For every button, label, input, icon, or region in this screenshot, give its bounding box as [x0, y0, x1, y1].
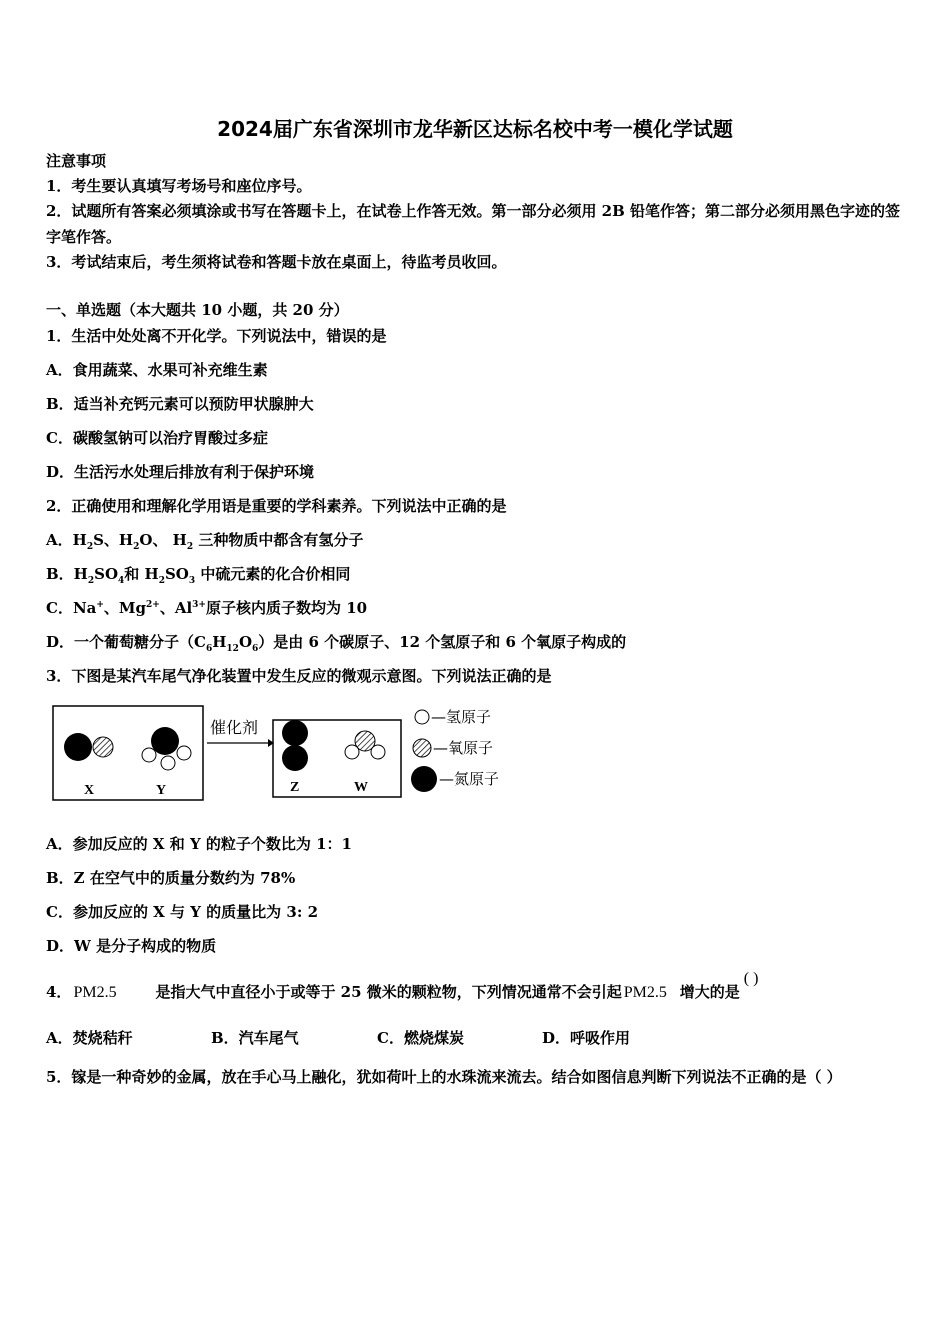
nitrogen-atom: [282, 745, 308, 771]
q1-stem: 1．生活中处处离不开化学。下列说法中，错误的是: [46, 327, 387, 345]
hydrogen-atom: [161, 756, 175, 770]
q2-option-a: A．$H_2S$、$H_2O$、 $H_2$ 三种物质中都含有氢分子: [46, 531, 364, 552]
q2-option-d: D．一个葡萄糖分子$(C_6H_{12}O_6)$是由 6 个碳原子、12 个氢原子和 6 个氧原子构成的: [46, 633, 627, 654]
reaction-diagram: [50, 703, 510, 807]
notice-heading: 注意事项: [46, 152, 107, 170]
section-heading: 一、单选题（本大题共 10 小题，共 20 分）: [46, 301, 349, 319]
q1-option-b: B．适当补充钙元素可以预防甲状腺肿大: [46, 395, 314, 413]
q4-stem: 4． PM2.5 是指大气中直径小于或等于 25 微米的颗粒物，下列情况通常不会引起 PM2.5 增大的是 ( ): [46, 970, 759, 1001]
legend-nitrogen: —氮原子: [439, 770, 500, 788]
page-title: 2024届广东省深圳市龙华新区达标名校中考一模化学试题: [217, 117, 733, 141]
label-x: X: [84, 783, 95, 798]
q1-option-a: A．食用蔬菜、水果可补充维生素: [46, 361, 268, 379]
q1-option-d: D．生活污水处理后排放有利于保护环境: [46, 463, 315, 481]
q4-option-a: A．焚烧秸秆: [46, 1029, 133, 1047]
q2-option-b: B．$H_2SO_4$和 $H_2SO_3$ 中硫元素的化合价相同: [46, 565, 351, 586]
nitrogen-atom: [282, 720, 308, 746]
q5-stem: 5．镓是一种奇妙的金属，放在手心马上融化，犹如荷叶上的水珠流来流去。结合如图信息判断下列说法不正确的是（ ）: [46, 1068, 842, 1086]
oxygen-atom: [93, 737, 113, 757]
legend-hydrogen-icon: [415, 710, 429, 724]
hydrogen-atom: [142, 748, 156, 762]
hydrogen-atom: [345, 745, 359, 759]
legend-oxygen-icon: [413, 739, 431, 757]
label-y: Y: [156, 783, 167, 798]
hydrogen-atom: [371, 745, 385, 759]
notice-item-2: 2．试题所有答案必须填涂或书写在答题卡上，在试卷上作答无效。第一部分必须用 2B 铅笔作答；第二部分必须用黑色字迹的签字笔作答。: [46, 202, 901, 246]
nitrogen-atom: [64, 733, 92, 761]
label-w: W: [354, 780, 368, 795]
q3-option-b: B．Z 在空气中的质量分数约为 78%: [46, 869, 296, 887]
notice-item-3: 3．考试结束后，考生须将试卷和答题卡放在桌面上，待监考员收回。: [46, 253, 507, 271]
label-z: Z: [290, 780, 300, 795]
q2-stem: 2．正确使用和理解化学用语是重要的学科素养。下列说法中正确的是: [46, 497, 507, 515]
q3-option-c: C．参加反应的 X 与 Y 的质量比为 3: 2: [46, 903, 319, 921]
q3-option-a: A．参加反应的 X 和 Y 的粒子个数比为 1：1: [46, 835, 352, 853]
legend-nitrogen-icon: [411, 766, 437, 792]
q4-option-c: C．燃烧煤炭: [377, 1029, 464, 1047]
q2-option-c: C．Na+、$Mg^{2+}$、$Al^{3+}$原子核内质子数均为 10: [46, 599, 368, 617]
q4-option-b: B．汽车尾气: [211, 1029, 299, 1047]
hydrogen-atom: [177, 746, 191, 760]
catalyst-label: 催化剂: [210, 718, 259, 737]
notice-item-1: 1．考生要认真填写考场号和座位序号。: [46, 177, 312, 195]
q3-stem: 3．下图是某汽车尾气净化装置中发生反应的微观示意图。下列说法正确的是: [46, 667, 552, 685]
legend-oxygen: —氧原子: [433, 739, 494, 757]
q4-option-d: D．呼吸作用: [542, 1029, 631, 1047]
q3-option-d: D．W 是分子构成的物质: [46, 937, 217, 955]
legend-hydrogen: —氢原子: [431, 708, 492, 726]
q1-option-c: C．碳酸氢钠可以治疗胃酸过多症: [46, 429, 268, 447]
